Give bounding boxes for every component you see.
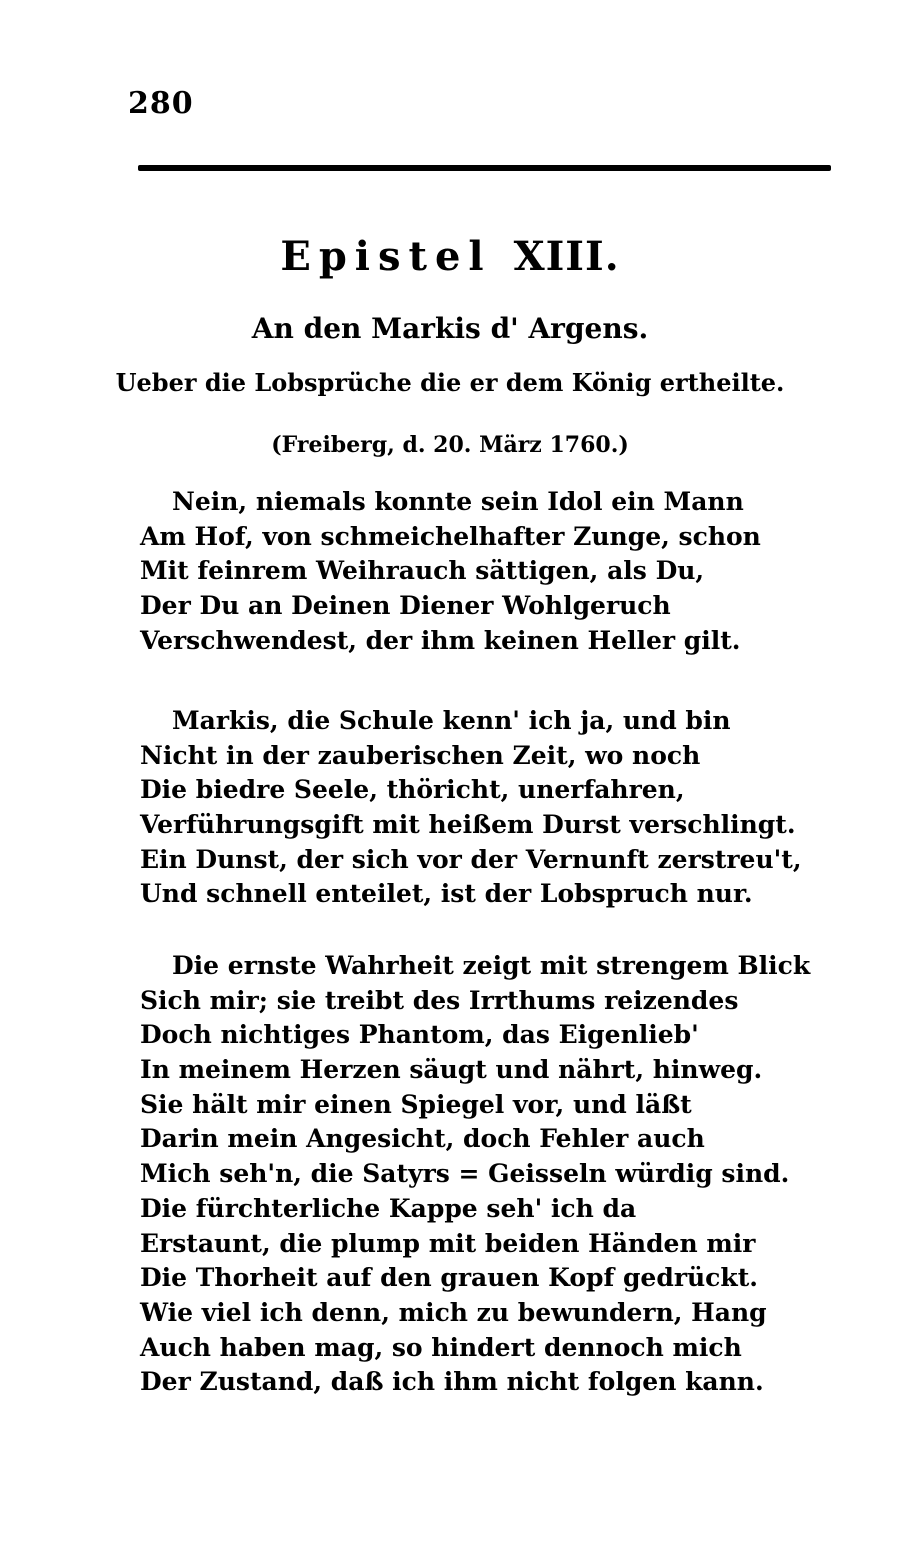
poem-line: Die fürchterliche Kappe seh' ich da xyxy=(140,1193,637,1223)
stanza-3 xyxy=(140,949,811,1400)
epistle-heading xyxy=(0,233,900,280)
poem-line: Am Hof, von schmeichelhafter Zunge, schon xyxy=(140,521,761,551)
poem-line: Die ernste Wahrheit zeigt mit strengem Blick xyxy=(172,951,811,980)
poem-line: Markis, die Schule kenn' ich ja, und bin xyxy=(172,706,731,735)
poem-line: In meinem Herzen säugt und nährt, hinweg. xyxy=(140,1055,763,1085)
poem-line: Nicht in der zauberischen Zeit, wo noch xyxy=(140,740,701,770)
poem-line: Mich seh'n, die Satyrs = Geisseln würdig sind. xyxy=(140,1159,790,1189)
poem-line: Darin mein Angesicht, doch Fehler auch xyxy=(140,1124,705,1154)
poem-line: Der Du an Deinen Diener Wohlgeruch xyxy=(140,591,671,621)
poem-line: Auch haben mag, so hindert dennoch mich xyxy=(140,1332,742,1362)
poem-line: Nein, niemals konnte sein Idol ein Mann xyxy=(172,487,744,516)
poem-line: Die Thorheit auf den grauen Kopf gedrückt. xyxy=(140,1263,758,1293)
stanza-1 xyxy=(140,485,780,658)
poem-line: Ein Dunst, der sich vor der Vernunft zerstreu't, xyxy=(140,844,802,874)
poem-line: Doch nichtiges Phantom, das Eigenlieb' xyxy=(140,1020,699,1050)
poem-line: Sich mir; sie treibt des Irrthums reizendes xyxy=(140,985,739,1015)
poem-line: Sie hält mir einen Spiegel vor, und läßt xyxy=(140,1089,692,1119)
poem-line: Wie viel ich denn, mich zu bewundern, Hang xyxy=(140,1297,767,1327)
epistle-numeral: XIII. xyxy=(513,233,620,280)
poem-line: Der Zustand, daß ich ihm nicht folgen kann. xyxy=(140,1367,764,1397)
place-date-line: (Freiberg, d. 20. März 1760.) xyxy=(271,432,629,458)
subject-line: Ueber die Lobsprüche die er dem König ertheilte. xyxy=(115,368,785,397)
poem-line: Die biedre Seele, thöricht, unerfahren, xyxy=(140,775,685,805)
page-number: 280 xyxy=(128,86,194,121)
poem-line: Und schnell enteilet, ist der Lobspruch nur. xyxy=(140,879,753,909)
epistle-word: Epistel xyxy=(280,233,492,280)
poem-line: Verschwendest, der ihm keinen Heller gilt. xyxy=(140,625,741,655)
header-rule xyxy=(138,165,831,171)
poem-line: Mit feinrem Weihrauch sättigen, als Du, xyxy=(140,556,705,586)
stanza-2 xyxy=(140,704,802,912)
addressee-line: An den Markis d' Argens. xyxy=(251,312,649,345)
poem-line: Erstaunt, die plump mit beiden Händen mir xyxy=(140,1228,756,1258)
poem-line: Verführungsgift mit heißem Durst verschlingt. xyxy=(140,810,796,840)
